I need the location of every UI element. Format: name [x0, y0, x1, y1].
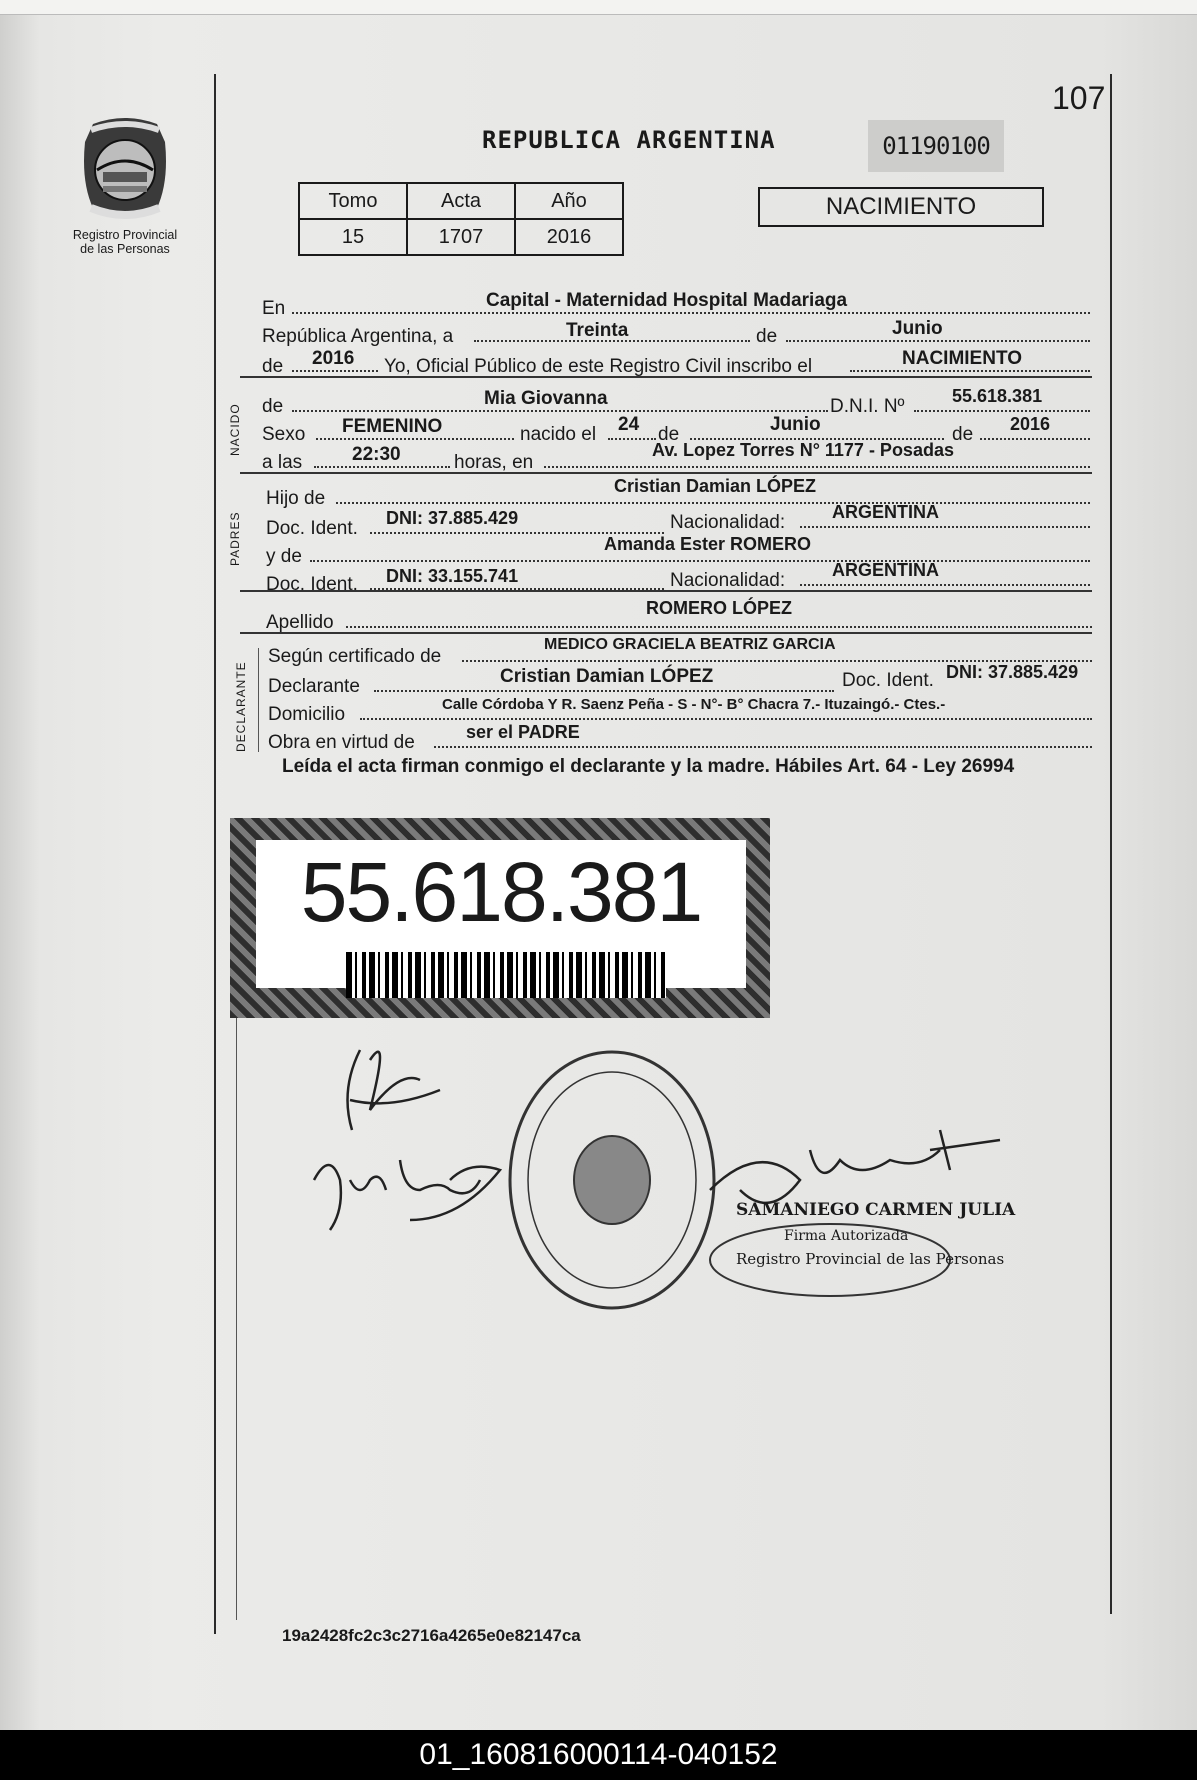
header-acta: Acta	[407, 183, 515, 219]
label-horas-en: horas, en	[454, 452, 534, 473]
label-domicilio: Domicilio	[268, 704, 346, 725]
right-margin-line	[1110, 74, 1112, 1614]
value-tomo: 15	[299, 219, 407, 255]
label-republica: República Argentina, a	[262, 326, 454, 347]
dotted-line	[360, 718, 1092, 720]
value-dia: Treinta	[566, 320, 629, 341]
file-id-bar: 01_160816000114-040152	[0, 1730, 1197, 1780]
label-en: En	[262, 298, 286, 319]
value-padre: Cristian Damian LÓPEZ	[614, 476, 817, 496]
tomo-acta-anio-table	[298, 182, 624, 256]
left-margin-line	[214, 74, 216, 1634]
label-nacido-el: nacido el	[520, 424, 597, 445]
dni-sticker	[230, 818, 770, 1018]
dni-number: 55.618.381	[300, 845, 702, 939]
dotted-line	[434, 746, 1092, 748]
value-anio-nac: 2016	[1010, 414, 1051, 434]
dotted-line	[336, 502, 1090, 504]
value-nac-padre: ARGENTINA	[832, 502, 939, 522]
dotted-line	[850, 370, 1090, 372]
signature-3-icon	[710, 1130, 1000, 1203]
value-acta: 1707	[407, 219, 515, 255]
signature-1-icon	[348, 1050, 441, 1130]
dotted-line	[800, 584, 1090, 586]
label-doc-ident-declarante: Doc. Ident.	[842, 670, 934, 691]
table-header-row	[299, 183, 623, 219]
dotted-line	[786, 340, 1090, 342]
dotted-line	[292, 370, 378, 372]
label-nacionalidad-padre: Nacionalidad:	[670, 512, 786, 533]
registry-name-line2: de las Personas	[80, 242, 170, 256]
label-de-anio-nac: de	[952, 424, 974, 445]
side-label-declarante: DECLARANTE	[234, 661, 248, 752]
label-certificado: Según certificado de	[268, 646, 442, 667]
table-row	[299, 219, 623, 255]
page-number: 107	[1052, 80, 1106, 116]
registry-logo	[60, 112, 190, 256]
dotted-line	[346, 626, 1092, 628]
header-anio: Año	[515, 183, 623, 219]
value-hora: 22:30	[352, 444, 401, 465]
value-obra: ser el PADRE	[466, 722, 580, 742]
dotted-line	[314, 466, 450, 468]
value-anio: 2016	[312, 348, 355, 369]
dni-sticker-inner	[256, 840, 746, 988]
side-label-nacido: NACIDO	[228, 403, 242, 456]
dotted-line	[608, 438, 656, 440]
dotted-line	[980, 438, 1090, 440]
dotted-line	[292, 410, 828, 412]
label-nacionalidad-madre: Nacionalidad:	[670, 570, 786, 591]
value-lugar-nac: Av. Lopez Torres N° 1177 - Posadas	[652, 440, 954, 460]
value-declarante: Cristian Damian LÓPEZ	[500, 666, 714, 687]
dotted-line	[316, 438, 514, 440]
value-doc-padre: DNI: 37.885.429	[386, 508, 519, 528]
value-mes-nac: Junio	[770, 414, 821, 435]
label-y-de: y de	[266, 546, 302, 567]
value-apellido: ROMERO LÓPEZ	[646, 598, 793, 618]
province-seal-icon	[73, 112, 177, 224]
top-edge	[0, 0, 1197, 15]
value-domicilio: Calle Córdoba Y R. Saenz Peña - S - N°- B° Chacra 7.- Ituzaingó.- Ctes.-	[442, 696, 946, 713]
registry-name-line1: Registro Provincial	[72, 228, 178, 242]
label-dni: D.N.I. Nº	[830, 396, 905, 417]
label-doc-ident-madre: Doc. Ident.	[266, 574, 358, 595]
dotted-line	[914, 410, 1090, 412]
dotted-line	[374, 690, 834, 692]
label-declarante: Declarante	[268, 676, 360, 697]
label-hijo-de: Hijo de	[266, 488, 326, 509]
document-hash: 19a2428fc2c3c2716a4265e0e82147ca	[282, 1626, 581, 1645]
document-title: REPUBLICA ARGENTINA	[482, 126, 776, 154]
dotted-line	[310, 560, 1090, 562]
stamp-official-name: SAMANIEGO CARMEN JULIA	[736, 1200, 1016, 1220]
label-a-las: a las	[262, 452, 303, 473]
dotted-line	[292, 312, 1090, 314]
label-obra: Obra en virtud de	[268, 732, 415, 753]
value-nombre: Mia Giovanna	[484, 388, 608, 409]
label-de-nombre: de	[262, 396, 284, 417]
label-de-mes: de	[756, 326, 778, 347]
section-separator	[240, 632, 1092, 634]
signature-2-icon	[314, 1160, 500, 1230]
signatures-and-seal	[300, 1030, 1020, 1350]
label-yo-oficial: Yo, Oficial Público de este Registro Civil inscribo el	[384, 356, 813, 377]
value-madre: Amanda Ester ROMERO	[604, 534, 812, 554]
label-de-mes-nac: de	[658, 424, 680, 445]
value-sexo: FEMENINO	[342, 416, 443, 437]
value-certificado: MEDICO GRACIELA BEATRIZ GARCIA	[544, 636, 836, 653]
dotted-line	[544, 466, 1090, 468]
section-separator	[240, 590, 1092, 592]
side-label-padres: PADRES	[228, 511, 242, 566]
label-sexo: Sexo	[262, 424, 306, 445]
closing-text: Leída el acta firman conmigo el declarante y la madre. Hábiles Art. 64 - Ley 26994	[282, 756, 1015, 777]
value-dni: 55.618.381	[952, 386, 1043, 406]
label-apellido: Apellido	[266, 612, 334, 633]
barcode	[346, 952, 666, 998]
section-separator	[240, 376, 1092, 378]
stamp-institution: Registro Provincial de las Personas	[736, 1250, 1005, 1268]
label-doc-ident-padre: Doc. Ident.	[266, 518, 358, 539]
dotted-line	[800, 526, 1090, 528]
registry-name	[60, 228, 190, 256]
stamp-role: Firma Autorizada	[784, 1228, 909, 1244]
value-doc-madre: DNI: 33.155.741	[386, 566, 519, 586]
label-de-anio: de	[262, 356, 284, 377]
value-anio: 2016	[515, 219, 623, 255]
value-doc-declarante: DNI: 37.885.429	[946, 662, 1079, 682]
value-inscribo: NACIMIENTO	[902, 348, 1022, 369]
serial-number: 01190100	[868, 120, 1004, 172]
header-tomo: Tomo	[299, 183, 407, 219]
value-dia-nac: 24	[618, 414, 640, 435]
value-nac-madre: ARGENTINA	[832, 560, 939, 580]
value-lugar: Capital - Maternidad Hospital Madariaga	[486, 290, 848, 311]
value-mes: Junio	[892, 318, 943, 339]
record-type-box: NACIMIENTO	[758, 187, 1044, 227]
declarante-bracket	[258, 648, 259, 752]
section-separator	[240, 472, 1092, 474]
